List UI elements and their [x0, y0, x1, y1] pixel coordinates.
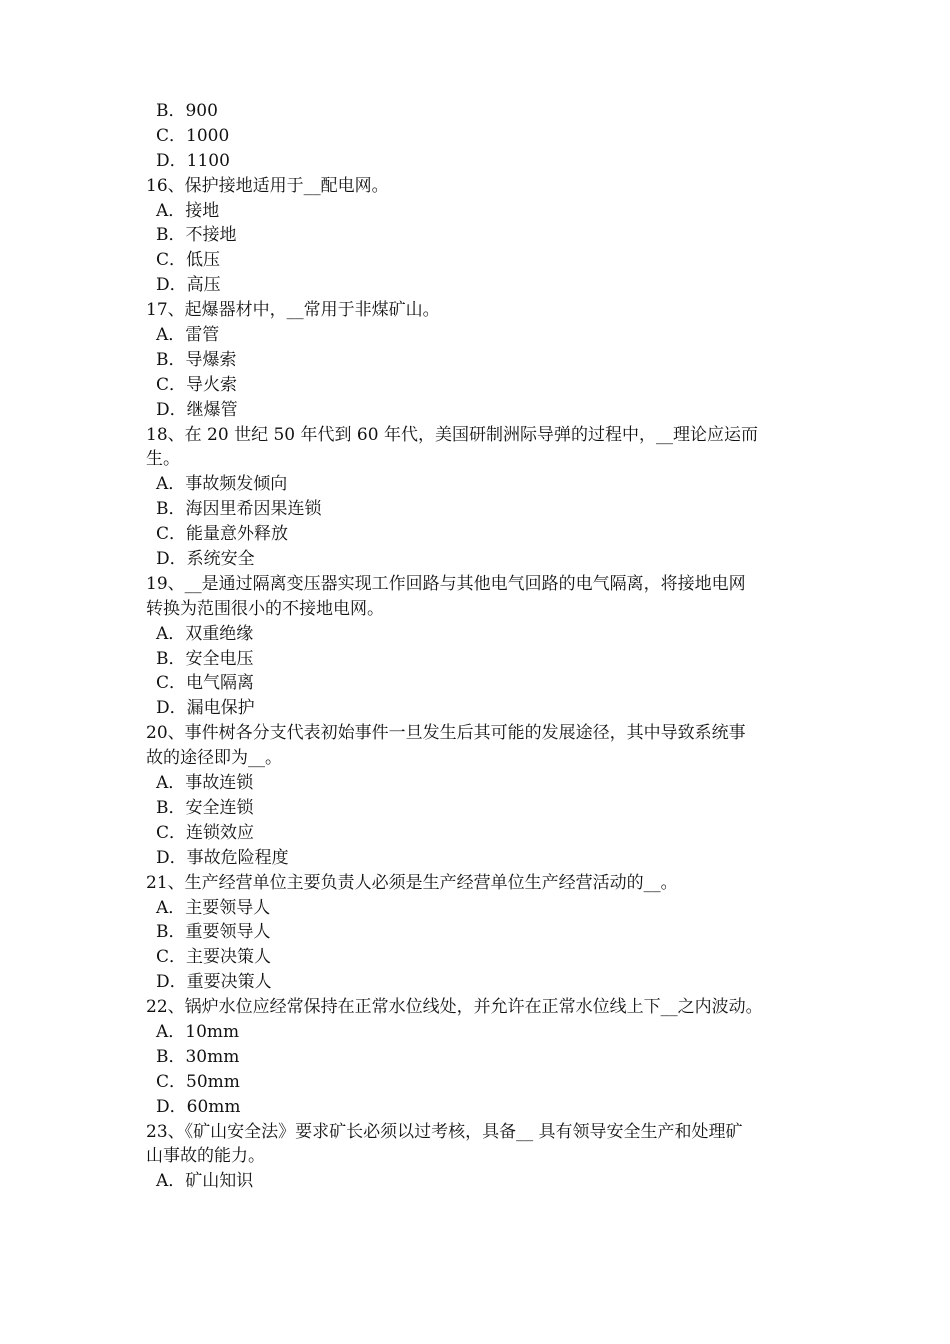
answer-option: B．导爆索: [156, 349, 237, 370]
question-text: 山事故的能力。: [146, 1146, 265, 1167]
answer-option: A．主要领导人: [156, 897, 271, 918]
answer-option: B．30mm: [156, 1046, 240, 1067]
answer-option: B．不接地: [156, 225, 237, 246]
answer-option: A．事故频发倾向: [156, 474, 288, 495]
question-text: 17、起爆器材中，__常用于非煤矿山。: [146, 300, 440, 321]
question-text: 转换为范围很小的不接地电网。: [146, 598, 384, 619]
question-text: 19、__是通过隔离变压器实现工作回路与其他电气回路的电气隔离，将接地电网: [146, 573, 746, 594]
answer-option: A．双重绝缘: [156, 623, 254, 644]
answer-option: D．60mm: [156, 1096, 241, 1117]
answer-option: C．50mm: [156, 1071, 240, 1092]
question-text: 23、《矿山安全法》要求矿长必须以过考核，具备__ 具有领导安全生产和处理矿: [146, 1121, 743, 1142]
answer-option: A．事故连锁: [156, 773, 254, 794]
answer-option: C．电气隔离: [156, 673, 255, 694]
answer-option: D．事故危险程度: [156, 847, 289, 868]
answer-option: A．接地: [156, 200, 220, 221]
answer-option: B．安全连锁: [156, 797, 254, 818]
answer-option: B．海因里希因果连锁: [156, 499, 322, 520]
answer-option: D．高压: [156, 275, 221, 296]
answer-option: D．漏电保护: [156, 698, 255, 719]
question-text: 20、事件树各分支代表初始事件一旦发生后其可能的发展途径，其中导致系统事: [146, 723, 746, 744]
document-body: [146, 99, 810, 1194]
question-text: 16、保护接地适用于__配电网。: [146, 175, 389, 196]
answer-option: C．低压: [156, 250, 221, 271]
question-text: 故的途径即为__。: [146, 748, 282, 769]
answer-option: C．导火索: [156, 374, 238, 395]
answer-option: D．1100: [156, 150, 230, 171]
answer-option: C．能量意外释放: [156, 524, 289, 545]
answer-option: C．主要决策人: [156, 947, 272, 968]
question-text: 18、在 20 世纪 50 年代到 60 年代，美国研制洲际导弹的过程中，__理论应运而: [146, 424, 758, 445]
answer-option: A．10mm: [156, 1021, 240, 1042]
answer-option: A．雷管: [156, 325, 220, 346]
answer-option: B．安全电压: [156, 648, 254, 669]
answer-option: D．重要决策人: [156, 972, 272, 993]
answer-option: C．连锁效应: [156, 822, 255, 843]
answer-option: B．重要领导人: [156, 922, 271, 943]
question-text: 生。: [146, 449, 180, 470]
question-text: 21、生产经营单位主要负责人必须是生产经营单位生产经营活动的__。: [146, 872, 678, 893]
answer-option: D．继爆管: [156, 399, 238, 420]
answer-option: B．900: [156, 101, 218, 121]
answer-option: A．矿山知识: [156, 1171, 254, 1192]
answer-option: C．1000: [156, 125, 230, 146]
question-text: 22、锅炉水位应经常保持在正常水位线处，并允许在正常水位线上下__之内波动。: [146, 997, 763, 1018]
answer-option: D．系统安全: [156, 549, 255, 570]
